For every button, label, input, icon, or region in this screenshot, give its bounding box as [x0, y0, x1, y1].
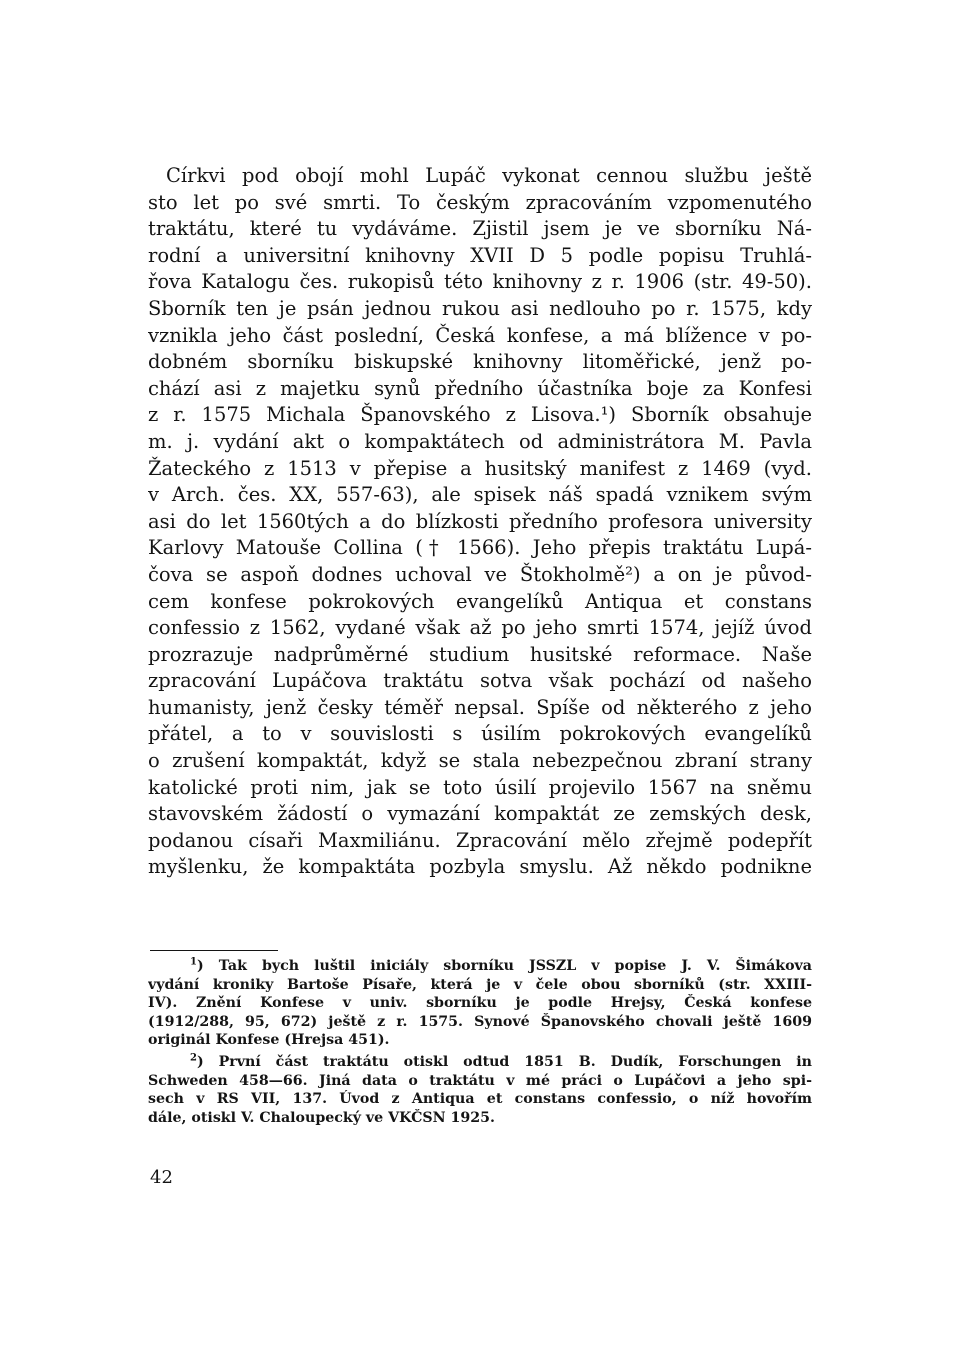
- footnote-marker: 2: [190, 1052, 197, 1064]
- footnote-line: sech v RS VII, 137. Úvod z Antiqua et constans confessio, o níž hovořím: [148, 1091, 812, 1108]
- body-line: vznikla jeho část poslední, Česká konfese, a má blížence v po-: [148, 323, 812, 347]
- footnote-line: (1912/288, 95, 672) ještě z r. 1575. Synové Španovského chovali ještě 1609: [148, 1013, 812, 1030]
- body-line: podanou císaři Maxmiliánu. Zpracování mělo zřejmě podepřít: [148, 828, 812, 852]
- body-line: sto let po své smrti. To českým zpracováním vzpomenutého: [148, 190, 812, 214]
- body-line: m. j. vydání akt o kompaktátech od administrátora M. Pavla: [148, 429, 812, 453]
- body-line: cem konfese pokrokových evangelíků Antiqua et constans: [148, 589, 812, 613]
- body-line: v Arch. čes. XX, 557-63), ale spisek náš spadá vznikem svým: [148, 483, 812, 507]
- body-line: stavovském žádostí o vymazání kompaktát ze zemských desk,: [148, 802, 812, 826]
- page-number: 42: [150, 1167, 173, 1188]
- footnote-line: originál Konfese (Hrejsa 451).: [148, 1032, 390, 1049]
- body-line: dobném sborníku biskupské knihovny litoměřické, jenž po-: [148, 350, 812, 374]
- footnote-2: [148, 1053, 812, 1127]
- footnote-line-text: ) První část traktátu otiskl odtud 1851 B. Dudík, Forschungen in: [196, 1053, 812, 1070]
- footnote-line: vydání kroniky Bartoše Písaře, která je v čele obou sborníků (str. XXIII-: [148, 976, 812, 993]
- footnote-line: Schweden 458—66. Jiná data o traktátu v mé práci o Lupáčovi a jeho spi-: [148, 1072, 812, 1089]
- body-line: Sborník ten je psán jednou rukou asi nedlouho po r. 1575, kdy: [148, 296, 812, 320]
- body-line: čova se aspoň dodnes uchoval ve Štokholmě²) a on je původ-: [148, 562, 812, 586]
- body-line: katolické proti nim, jak se toto úsilí projevilo 1567 na sněmu: [148, 775, 812, 799]
- body-line: z r. 1575 Michala Španovského z Lisova.¹) Sborník obsahuje: [148, 403, 812, 427]
- body-line: prozrazuje nadprůměrné studium husitské reformace. Naše: [148, 642, 812, 666]
- body-line: confessio z 1562, vydané však až po jeho smrti 1574, jejíž úvod: [148, 616, 812, 640]
- footnotes: [148, 957, 812, 1130]
- body-line: chází asi z majetku synů předního účastníka boje za Konfesi: [148, 376, 812, 400]
- footnote-divider: [150, 950, 278, 951]
- footnote-line: dále, otiskl V. Chaloupecký ve VKČSN 1925.: [148, 1109, 495, 1126]
- body-line: řova Katalogu čes. rukopisů této knihovny z r. 1906 (str. 49-50).: [148, 270, 812, 294]
- body-line: asi do let 1560tých a do blízkosti předního profesora university: [148, 509, 812, 533]
- footnote-line: [148, 957, 812, 976]
- body-line: myšlenku, že kompaktáta pozbyla smyslu. Až někdo podnikne: [148, 855, 812, 879]
- body-line: Žateckého z 1513 v přepise a husitský manifest z 1469 (vyd.: [148, 456, 812, 480]
- body-text: [148, 163, 812, 881]
- body-line: o zrušení kompaktát, když se stala nebezpečnou zbraní strany: [148, 749, 812, 773]
- body-line: rodní a universitní knihovny XVII D 5 podle popisu Truhlá-: [148, 243, 812, 267]
- body-line: zpracování Lupáčova traktátu sotva však pochází od našeho: [148, 669, 812, 693]
- footnote-marker: 1: [190, 957, 197, 968]
- body-line: přátel, a to v souvislosti s úsilím pokrokových evangelíků: [148, 722, 812, 746]
- footnote-line: [148, 1053, 812, 1072]
- body-line: traktátu, které tu vydáváme. Zjistil jsem je ve sborníku Ná-: [148, 217, 812, 241]
- body-line: Církvi pod obojí mohl Lupáč vykonat cennou službu ještě: [166, 164, 812, 187]
- footnote-line: IV). Znění Konfese v univ. sborníku je podle Hrejsy, Česká konfese: [148, 995, 812, 1012]
- body-line: Karlovy Matouše Collina († 1566). Jeho přepis traktátu Lupá-: [148, 536, 812, 560]
- footnote-1: [148, 957, 812, 1050]
- body-line: humanisty, jenž česky téměř nepsal. Spíše od některého z jeho: [148, 695, 812, 719]
- footnote-line-text: ) Tak bych luštil iniciály sborníku JSSZL v popise J. V. Šimákova: [196, 958, 812, 974]
